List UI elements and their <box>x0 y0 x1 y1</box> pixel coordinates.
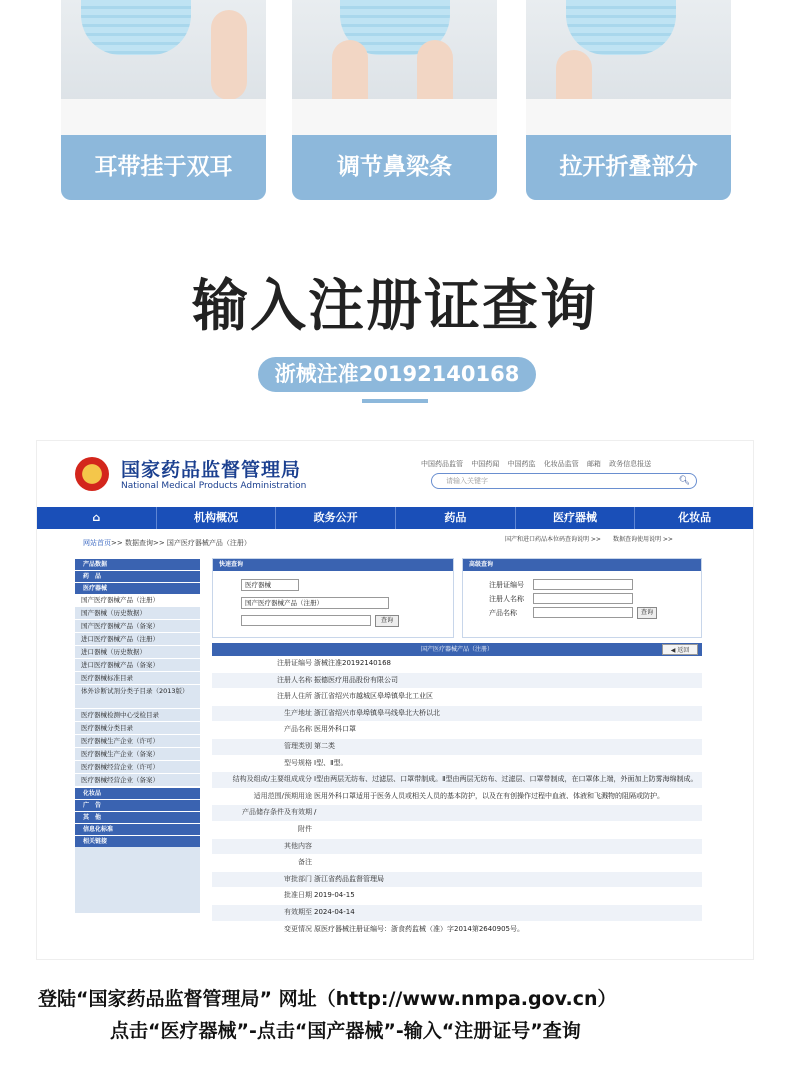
row-key: 其他内容 <box>284 841 312 850</box>
sidebar-item[interactable]: 国产医疗器械产品（注册） <box>75 594 200 607</box>
main-nav <box>37 507 754 529</box>
table-title-text: 国产医疗器械产品（注册） <box>420 646 493 653</box>
row-key: 有效期至 <box>284 907 312 916</box>
instruction-line-1: 登陆“国家药品监督管理局” 网址（http://www.nmpa.gov.cn） <box>38 988 617 1010</box>
row-value: 2019-04-15 <box>314 891 355 900</box>
row-value: 浙江省绍兴市皋埠镇皋马线皋北大桥以北 <box>314 708 440 717</box>
breadcrumb-path: >> 数据查询>> 国产医疗器械产品（注册） <box>111 539 251 547</box>
table-row <box>212 872 702 889</box>
table-row <box>212 756 702 773</box>
row-value: 2024-04-14 <box>314 907 355 916</box>
row-value <box>312 822 702 838</box>
detail-rows <box>212 656 702 938</box>
sidebar-section[interactable]: 信息化标准 <box>75 823 200 835</box>
row-value <box>312 855 702 871</box>
sidebar-section[interactable]: 广 告 <box>75 799 200 811</box>
row-key: 审批部门 <box>284 874 312 883</box>
advanced-search-panel <box>462 558 702 638</box>
row-key: 备注 <box>298 858 312 867</box>
top-links <box>421 459 657 469</box>
row-key: 管理类别 <box>284 741 312 750</box>
product-detail-table <box>212 643 702 938</box>
row-value <box>312 839 702 855</box>
row-value: 医用外科口罩适用于医务人员或相关人员的基本防护，以及在有创操作过程中血液、体液和飞溅物的阻隔或防护。 <box>314 791 664 800</box>
sidebar-item[interactable]: 体外诊断试剂分类子目录（2013版） <box>75 685 200 709</box>
back-label: 返回 <box>677 647 690 654</box>
row-value: 振德医疗用品股份有限公司 <box>314 675 398 684</box>
top-link[interactable]: 邮箱 <box>586 460 601 468</box>
nmpa-website-screenshot <box>36 440 754 960</box>
row-key: 适用范围/预期用途 <box>253 791 312 800</box>
field-label: 注册证编号 <box>489 581 524 589</box>
row-key: 注册人名称 <box>277 675 312 684</box>
breadcrumb-home[interactable]: 网站首页 <box>83 539 111 547</box>
nav-item[interactable]: 机构概况 <box>157 507 277 529</box>
usage-steps <box>0 0 790 205</box>
registrant-name-input[interactable] <box>533 593 633 604</box>
sidebar-item[interactable]: 医疗器械分类目录 <box>75 722 200 735</box>
table-row <box>212 922 702 939</box>
field-label: 产品名称 <box>489 609 517 617</box>
step-label: 耳带挂于双耳 <box>61 135 266 200</box>
page-title: 输入注册证查询 <box>192 274 598 339</box>
sidebar <box>75 558 200 913</box>
instruction-line-2: 点击“医疗器械”-点击“国产器械”-输入“注册证号”查询 <box>110 1020 581 1042</box>
row-key: 产品名称 <box>284 725 312 734</box>
sidebar-item[interactable]: 医疗器械生产企业（许可） <box>75 735 200 748</box>
site-name-en: National Medical Products Administration <box>121 481 307 491</box>
table-row <box>212 739 702 756</box>
sidebar-section[interactable]: 相关链接 <box>75 835 200 847</box>
row-key: 附件 <box>298 824 312 833</box>
step-photo <box>61 0 266 135</box>
row-value: 浙江省绍兴市越城区皋埠镇皋北工业区 <box>314 692 433 701</box>
sidebar-section[interactable]: 医疗器械 <box>75 582 200 594</box>
sidebar-item[interactable]: 医疗器械检测中心受检目录 <box>75 709 200 722</box>
table-row <box>212 673 702 690</box>
database-select[interactable]: 国产医疗器械产品（注册） <box>241 597 389 609</box>
nav-item[interactable]: 政务公开 <box>276 507 396 529</box>
step-label: 调节鼻梁条 <box>292 135 497 200</box>
row-value: 第二类 <box>314 741 335 750</box>
row-key: 注册证编号 <box>277 659 312 667</box>
field-label: 注册人名称 <box>489 595 524 603</box>
row-value: Ⅰ型由两层无纺布、过滤层、口罩带制成。Ⅱ型由两层无纺布、过滤层、口罩带制成，在口罩体上端，外面加上防雾海绵制成。 <box>314 775 698 784</box>
breadcrumb <box>83 538 251 548</box>
row-value: Ⅰ型、Ⅱ型。 <box>314 758 348 767</box>
sidebar-item[interactable]: 医疗器械经营企业（许可） <box>75 761 200 774</box>
row-key: 结构及组成/主要组成成分 <box>232 775 312 784</box>
help-links[interactable]: 国产和进口药品本位码查询说明 >> 数据查询使用说明 >> <box>505 536 673 543</box>
sidebar-item[interactable]: 进口医疗器械产品（注册） <box>75 633 200 646</box>
step-unfold <box>526 0 731 200</box>
quick-search-panel <box>212 558 454 638</box>
top-link[interactable]: 中国药品监管 <box>421 460 463 468</box>
row-key: 型号规格 <box>284 758 312 767</box>
row-value: / <box>314 808 317 817</box>
row-value: 浙江省药品监督管理局 <box>314 874 384 883</box>
step-label: 拉开折叠部分 <box>526 135 731 200</box>
row-key: 注册人住所 <box>277 692 312 701</box>
site-name-cn: 国家药品监督管理局 <box>121 459 302 481</box>
table-row <box>212 722 702 739</box>
nav-item[interactable]: 药品 <box>396 507 516 529</box>
table-row <box>212 689 702 706</box>
product-name-input[interactable] <box>533 607 633 618</box>
step-nose-clip <box>292 0 497 200</box>
step-ear-loops <box>61 0 266 200</box>
national-emblem-icon <box>75 457 109 491</box>
table-row <box>212 789 702 806</box>
nav-home-icon[interactable]: ⌂ <box>37 507 157 529</box>
row-key: 生产地址 <box>284 708 312 717</box>
sidebar-section[interactable]: 药 品 <box>75 570 200 582</box>
registration-number-input[interactable] <box>533 579 633 590</box>
divider <box>362 399 428 403</box>
quick-search-button[interactable]: 查询 <box>375 615 399 627</box>
row-value: 原医疗器械注册证编号：浙食药监械（准）字2014第2640905号。 <box>314 924 524 933</box>
row-value: 浙械注准20192140168 <box>314 659 391 667</box>
table-row <box>212 905 702 922</box>
table-row <box>212 839 702 856</box>
top-link[interactable]: 中国药闻 <box>471 460 500 468</box>
search-icon[interactable]: 🔍︎ <box>678 476 690 486</box>
row-value: 医用外科口罩 <box>314 725 356 734</box>
table-row <box>212 656 702 673</box>
table-row <box>212 822 702 839</box>
registration-badge: 浙械注准20192140168 <box>258 357 536 392</box>
table-row <box>212 855 702 872</box>
sidebar-item[interactable]: 进口医疗器械产品（备案） <box>75 659 200 672</box>
category-select[interactable]: 医疗器械 <box>241 579 299 591</box>
site-search-input[interactable] <box>431 473 697 489</box>
search-placeholder: 请输入关键字 <box>446 477 488 485</box>
site-header <box>37 441 754 506</box>
keyword-input[interactable] <box>241 615 371 626</box>
table-row <box>212 706 702 723</box>
table-title <box>212 643 702 656</box>
sidebar-item[interactable]: 医疗器械标准目录 <box>75 672 200 685</box>
sidebar-item[interactable]: 医疗器械经营企业（备案） <box>75 774 200 787</box>
table-row <box>212 888 702 905</box>
top-link[interactable]: 中国药监 <box>507 460 536 468</box>
back-button[interactable]: ◀ 返回 <box>662 644 698 655</box>
sidebar-item[interactable]: 国产医疗器械产品（备案） <box>75 620 200 633</box>
top-link[interactable]: 政务信息报送 <box>609 460 652 468</box>
row-key: 批准日期 <box>284 891 312 900</box>
step-photo <box>292 0 497 135</box>
sidebar-section[interactable]: 产品数据 <box>75 558 200 570</box>
panel-title: 快速查询 <box>213 559 453 571</box>
nav-item[interactable]: 医疗器械 <box>516 507 636 529</box>
row-key: 产品储存条件及有效期 <box>242 808 312 817</box>
step-photo <box>526 0 731 135</box>
sidebar-item[interactable]: 进口器械（历史数据） <box>75 646 200 659</box>
sidebar-section[interactable]: 其 他 <box>75 811 200 823</box>
sidebar-item[interactable]: 医疗器械生产企业（备案） <box>75 748 200 761</box>
nav-item[interactable]: 化妆品 <box>635 507 754 529</box>
advanced-search-button[interactable]: 查询 <box>637 607 657 619</box>
table-row <box>212 805 702 822</box>
top-link[interactable]: 化妆品监管 <box>543 460 579 468</box>
sidebar-section[interactable]: 化妆品 <box>75 787 200 799</box>
row-key: 变更情况 <box>284 924 312 933</box>
sidebar-item[interactable]: 国产器械（历史数据） <box>75 607 200 620</box>
table-row <box>212 772 702 789</box>
panel-title: 高级查询 <box>463 559 701 571</box>
